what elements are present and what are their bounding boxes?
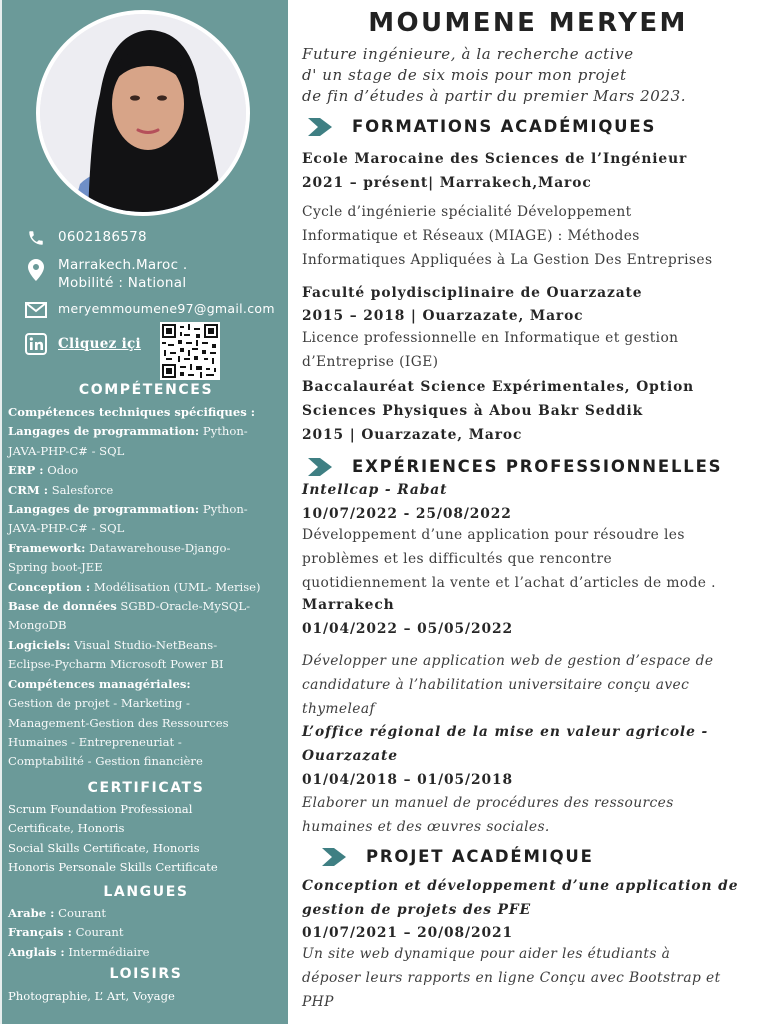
description-line: Informatiques Appliquées à La Gestion Des Entreprises bbox=[302, 252, 713, 268]
entry-key: Base de données bbox=[8, 599, 117, 614]
hobbies-heading: LOISIRS bbox=[109, 966, 183, 982]
entry-value: Humaines - Entrepreneuriat - bbox=[8, 734, 182, 749]
skills-intro: Compétences techniques spécifiques : bbox=[8, 405, 256, 419]
entry-value: Modélisation (UML- Merise) bbox=[90, 579, 261, 594]
sidebar-entry bbox=[8, 636, 286, 655]
entry-value: Salesforce bbox=[48, 482, 114, 497]
linkedin-link[interactable]: Cliquez içi bbox=[58, 336, 141, 352]
sidebar bbox=[0, 0, 288, 1024]
description-line: quotidiennement la vente et l’achat d’articles de mode . bbox=[302, 575, 716, 591]
entry-key: ERP : bbox=[8, 463, 44, 478]
entry-value: Comptabilité - Gestion financière bbox=[8, 754, 203, 769]
entry-key: Logiciels: bbox=[8, 637, 71, 652]
period: 2015 – 2018 | Ouarzazate, Maroc bbox=[302, 308, 584, 324]
location-pin-icon bbox=[24, 260, 48, 280]
certificate-line: Social Skills Certificate, Honoris bbox=[8, 840, 200, 855]
sidebar-entry bbox=[8, 923, 286, 942]
description-line: PHP bbox=[302, 994, 334, 1010]
entry-key: Compétences managériales: bbox=[8, 676, 191, 691]
chevron-right-icon bbox=[322, 848, 348, 866]
candidate-name: MOUMENE MERYEM bbox=[368, 8, 688, 38]
entry-value: Gestion de projet - Marketing - bbox=[8, 696, 190, 711]
description-line: humaines et des œuvres sociales. bbox=[302, 819, 550, 835]
entry-key: Langages de programmation: bbox=[8, 502, 200, 517]
description-line: d’Entreprise (IGE) bbox=[302, 354, 439, 370]
school-name: Sciences Physiques à Abou Bakr Seddik bbox=[302, 403, 644, 419]
email-link[interactable]: meryemmoumene97@gmail.com bbox=[58, 301, 275, 316]
entry-key: CRM : bbox=[8, 482, 49, 497]
phone-icon bbox=[24, 228, 48, 248]
project-title: PROJET ACADÉMIQUE bbox=[366, 847, 594, 866]
formations-title: FORMATIONS ACADÉMIQUES bbox=[352, 117, 657, 136]
linkedin-row bbox=[24, 334, 141, 354]
sidebar-entry bbox=[8, 675, 286, 694]
sidebar-entry bbox=[8, 597, 286, 616]
objective bbox=[302, 44, 762, 107]
description-line: thymeleaf bbox=[302, 701, 375, 717]
period: 01/04/2022 – 05/05/2022 bbox=[302, 621, 513, 637]
period: 2021 – présent| Marrakech,Maroc bbox=[302, 175, 592, 191]
hobbies-text: Photographie, L’ Art, Voyage bbox=[8, 989, 175, 1003]
sidebar-entry bbox=[8, 943, 286, 962]
entry-value: Spring boot-JEE bbox=[8, 560, 103, 575]
sidebar-entry bbox=[8, 461, 286, 480]
certificates-heading: CERTIFICATS bbox=[87, 780, 205, 796]
certificate-line: Honoris Personale Skills Certificate bbox=[8, 860, 218, 875]
sidebar-entry bbox=[8, 539, 286, 558]
sidebar-entry bbox=[8, 442, 286, 461]
profile-photo bbox=[36, 10, 250, 216]
sidebar-entry bbox=[8, 904, 286, 923]
entry-value: SGBD-Oracle-MySQL- bbox=[116, 599, 251, 614]
sidebar-entry bbox=[8, 752, 286, 771]
skills-list bbox=[8, 403, 286, 772]
project-name: gestion de projets des PFE bbox=[302, 902, 531, 918]
description-line: candidature à l’habilitation universitaire conçu avec bbox=[302, 677, 690, 693]
sidebar-entry bbox=[8, 422, 286, 441]
chevron-right-icon bbox=[308, 118, 334, 136]
description-line: Développer une application web de gestion d’espace de bbox=[302, 653, 714, 669]
period: 01/04/2018 – 01/05/2018 bbox=[302, 772, 513, 788]
entry-value: Python- bbox=[199, 502, 248, 517]
sidebar-entry bbox=[8, 500, 286, 519]
description-line: Elaborer un manuel de procédures des ressources bbox=[302, 795, 674, 811]
entry-key: Conception : bbox=[8, 579, 91, 594]
objective-line: d' un stage de six mois pour mon projet bbox=[302, 66, 627, 84]
experiences-title: EXPÉRIENCES PROFESSIONNELLES bbox=[352, 457, 723, 476]
description-line: Un site web dynamique pour aider les étudiants à bbox=[302, 946, 671, 962]
sidebar-entry bbox=[8, 655, 286, 674]
mobility: Mobilité : National bbox=[58, 275, 187, 291]
certificate-line: Scrum Foundation Professional bbox=[8, 802, 193, 816]
formations-heading bbox=[308, 117, 656, 136]
sidebar-entry bbox=[8, 519, 286, 538]
phone-row bbox=[24, 228, 147, 248]
entry-key: Langages de programmation: bbox=[8, 424, 200, 439]
entry-value: Management-Gestion des Ressources bbox=[8, 715, 229, 730]
email-row bbox=[24, 300, 275, 320]
location-row bbox=[24, 256, 188, 292]
experiences-heading bbox=[308, 457, 722, 476]
languages-list bbox=[8, 904, 286, 962]
objective-line: de fin d’études à partir du premier Mars 2023. bbox=[302, 87, 687, 105]
sidebar-entry bbox=[8, 558, 286, 577]
project-heading bbox=[322, 847, 594, 866]
entry-key: Anglais : bbox=[8, 944, 65, 959]
period: 01/07/2021 – 20/08/2021 bbox=[302, 925, 513, 941]
entry-key: Framework: bbox=[8, 540, 86, 555]
entry-value: Courant bbox=[54, 906, 107, 920]
entry-value: MongoDB bbox=[8, 618, 67, 633]
entry-key: Français : bbox=[8, 925, 72, 940]
description-line: Informatique et Réseaux (MIAGE) : Méthodes bbox=[302, 228, 640, 244]
description-line: problèmes et les difficultés que rencontre bbox=[302, 551, 613, 567]
entry-value: Intermédiaire bbox=[64, 944, 150, 959]
sidebar-entry bbox=[8, 481, 286, 500]
entry-value: JAVA-PHP-C# - SQL bbox=[8, 521, 125, 536]
mail-icon bbox=[24, 300, 48, 320]
certificate-line: Certificate, Honoris bbox=[8, 821, 125, 836]
sidebar-entry bbox=[8, 714, 286, 733]
sidebar-entry bbox=[8, 578, 286, 597]
skills-heading: COMPÉTENCES bbox=[78, 382, 214, 398]
project-name: Conception et développement d’une application de bbox=[302, 878, 739, 894]
entry-value: JAVA-PHP-C# - SQL bbox=[8, 443, 125, 458]
languages-heading: LANGUES bbox=[103, 884, 189, 900]
company-name: Ouarzazate bbox=[302, 748, 398, 764]
sidebar-entry bbox=[8, 616, 286, 635]
entry-value: Python- bbox=[199, 424, 248, 439]
description-line: Licence professionnelle en Informatique et gestion bbox=[302, 330, 679, 346]
school-name: Ecole Marocaine des Sciences de l’Ingénieur bbox=[302, 151, 688, 167]
entry-value: Courant bbox=[71, 925, 124, 940]
school-name: Faculté polydisciplinaire de Ouarzazate bbox=[302, 285, 643, 301]
sidebar-entry bbox=[8, 733, 286, 752]
company-name: Marrakech bbox=[302, 597, 395, 613]
description-line: déposer leurs rapports en ligne Conçu avec Bootstrap et bbox=[302, 970, 721, 986]
school-name: Baccalauréat Science Expérimentales, Option bbox=[302, 379, 695, 395]
entry-value: Visual Studio-NetBeans- bbox=[70, 637, 218, 652]
sidebar-entry bbox=[8, 694, 286, 713]
certificates-list bbox=[8, 800, 286, 878]
entry-key: Arabe : bbox=[8, 906, 55, 920]
objective-line: Future ingénieure, à la recherche active bbox=[302, 45, 634, 63]
entry-value: Datawarehouse-Django- bbox=[85, 540, 231, 555]
linkedin-icon bbox=[24, 334, 48, 354]
qr-code[interactable] bbox=[160, 322, 220, 380]
company-name: L’office régional de la mise en valeur agricole - bbox=[302, 724, 709, 740]
entry-value: Eclipse-Pycharm Microsoft Power BI bbox=[8, 657, 224, 672]
period: 2015 | Ouarzazate, Maroc bbox=[302, 427, 523, 443]
company-name: Intellcap - Rabat bbox=[302, 482, 448, 498]
description-line: Développement d’une application pour résoudre les bbox=[302, 527, 685, 543]
phone-number: 0602186578 bbox=[58, 229, 147, 245]
entry-value: Odoo bbox=[43, 463, 79, 478]
description-line: Cycle d’ingénierie spécialité Développement bbox=[302, 204, 632, 220]
chevron-right-icon bbox=[308, 458, 334, 476]
period: 10/07/2022 - 25/08/2022 bbox=[302, 506, 512, 522]
location-city: Marrakech.Maroc . bbox=[58, 257, 188, 273]
